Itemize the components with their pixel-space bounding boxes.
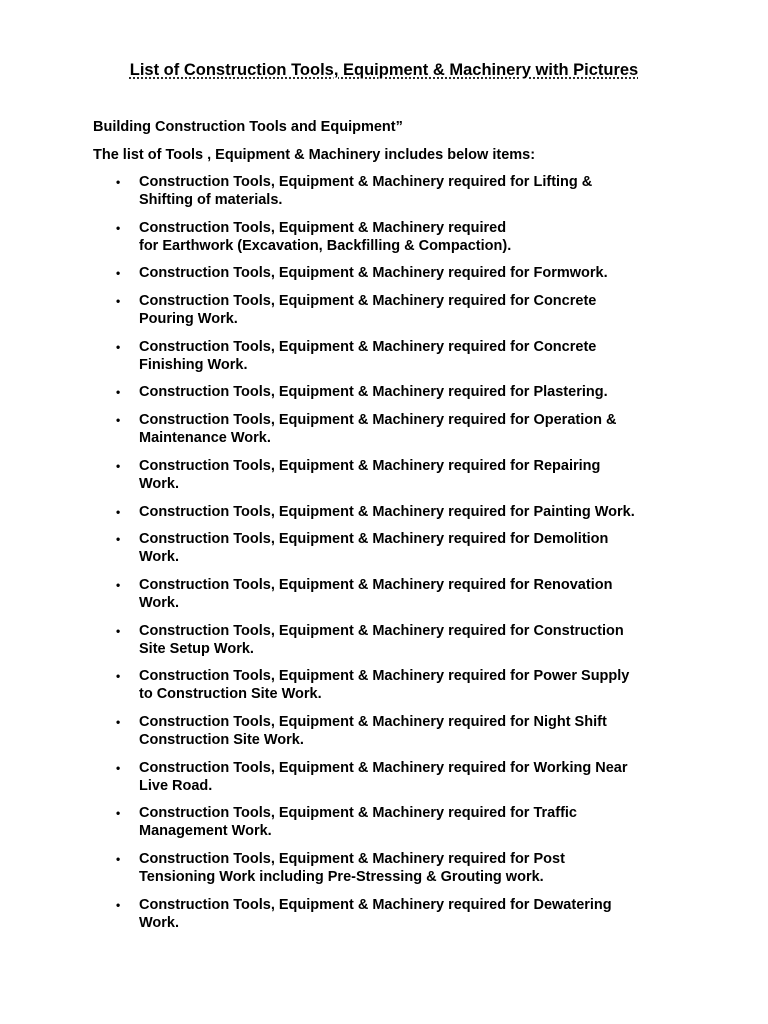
list-item-line-1: Construction Tools, Equipment & Machinery required for Plastering. xyxy=(139,384,608,401)
list-item-line-1: Construction Tools, Equipment & Machinery required for Concrete xyxy=(139,338,597,355)
bullet-icon: • xyxy=(116,714,121,729)
list-item-line-2: Management Work. xyxy=(139,823,272,840)
bullet-icon: • xyxy=(116,760,121,775)
bullet-icon: • xyxy=(116,623,121,638)
list-item xyxy=(0,503,768,521)
list-item-line-1: Construction Tools, Equipment & Machinery required for Demolition xyxy=(139,531,609,548)
list-item-line-1: Construction Tools, Equipment & Machinery required for Painting Work. xyxy=(139,503,635,520)
list-item-line-1: Construction Tools, Equipment & Machinery required for Repairing xyxy=(139,457,601,474)
list-item-line-2: Work. xyxy=(139,475,180,492)
list-item-line-2: Tensioning Work including Pre-Stressing & Grouting work. xyxy=(139,869,544,885)
list-item xyxy=(0,411,768,447)
list-item-line-2: to Construction Site Work. xyxy=(139,686,322,703)
list-item-line-1: Construction Tools, Equipment & Machinery required for Power Supply xyxy=(139,668,630,685)
bullet-icon: • xyxy=(116,385,121,400)
list-item xyxy=(0,667,768,703)
list-item xyxy=(0,383,768,401)
bullet-icon: • xyxy=(116,458,121,473)
bullet-icon: • xyxy=(116,897,121,912)
list-item xyxy=(0,713,768,749)
list-item xyxy=(0,896,768,932)
bullet-icon: • xyxy=(116,266,121,281)
list-item xyxy=(0,173,768,209)
list-item-line-1: Construction Tools, Equipment & Machinery required for Lifting & xyxy=(139,174,593,190)
list-item xyxy=(0,264,768,282)
list-item-line-1: Construction Tools, Equipment & Machinery required for Working Near xyxy=(139,759,628,776)
list-item xyxy=(0,804,768,840)
bullet-icon: • xyxy=(116,577,121,592)
list-intro: The list of Tools , Equipment & Machinery includes below items: xyxy=(93,147,536,163)
bullet-icon: • xyxy=(116,504,121,519)
list-item-line-2: for Earthwork (Excavation, Backfilling & Compaction). xyxy=(139,237,512,254)
list-item xyxy=(0,338,768,374)
bullet-icon: • xyxy=(116,852,121,866)
list-item-line-2: Site Setup Work. xyxy=(139,640,254,657)
bullet-icon: • xyxy=(116,413,121,428)
list-item-line-2: Work. xyxy=(139,914,180,931)
list-item xyxy=(0,622,768,658)
list-item-line-1: Construction Tools, Equipment & Machinery required for Operation & xyxy=(139,412,617,429)
list-item xyxy=(0,457,768,493)
list-item xyxy=(0,219,768,255)
bullet-icon: • xyxy=(116,175,121,189)
list-item-line-1: Construction Tools, Equipment & Machinery required for Formwork. xyxy=(139,265,608,282)
list-item-line-2: Work. xyxy=(139,594,180,611)
list-item-line-2: Live Road. xyxy=(139,777,213,794)
list-item-line-2: Work. xyxy=(139,549,180,566)
list-item xyxy=(0,850,768,886)
section-subheading: Building Construction Tools and Equipment” xyxy=(93,119,403,135)
list-item-line-1: Construction Tools, Equipment & Machinery required for Post xyxy=(139,851,565,867)
document-title-text: List of Construction Tools, Equipment & Machinery with Pictures xyxy=(129,61,639,79)
document-title xyxy=(0,59,768,81)
list-item-line-1: Construction Tools, Equipment & Machinery required for Concrete xyxy=(139,293,597,310)
list-item-line-2: Maintenance Work. xyxy=(139,430,271,447)
bullet-icon: • xyxy=(116,806,121,821)
bullet-list xyxy=(0,173,768,941)
list-item-line-1: Construction Tools, Equipment & Machinery required for Traffic xyxy=(139,805,577,822)
bullet-icon: • xyxy=(116,669,121,684)
list-item xyxy=(0,576,768,612)
list-item xyxy=(0,759,768,795)
bullet-icon: • xyxy=(116,532,121,547)
list-item-line-2: Construction Site Work. xyxy=(139,731,304,748)
bullet-icon: • xyxy=(116,220,121,235)
list-item xyxy=(0,530,768,566)
list-item-line-1: Construction Tools, Equipment & Machinery required for Night Shift xyxy=(139,713,607,730)
list-item-line-2: Shifting of materials. xyxy=(139,192,283,208)
list-item-line-2: Pouring Work. xyxy=(139,311,238,328)
list-item-line-1: Construction Tools, Equipment & Machinery required for Renovation xyxy=(139,576,613,593)
list-item-line-1: Construction Tools, Equipment & Machinery required for Dewatering xyxy=(139,896,612,913)
list-item-line-2: Finishing Work. xyxy=(139,356,248,373)
bullet-icon: • xyxy=(116,294,121,309)
list-item-line-1: Construction Tools, Equipment & Machinery required for Construction xyxy=(139,622,624,639)
list-item-line-1: Construction Tools, Equipment & Machinery required xyxy=(139,219,507,236)
bullet-icon: • xyxy=(116,339,121,354)
list-item xyxy=(0,292,768,328)
